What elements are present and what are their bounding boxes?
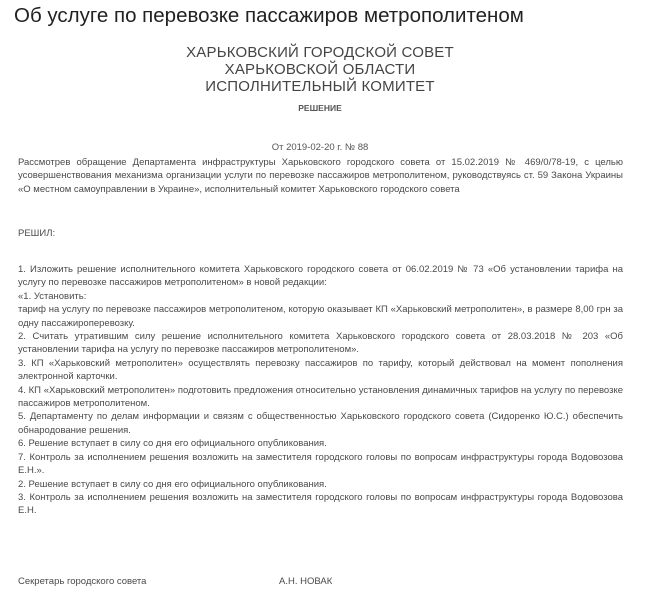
issuer-line-1: ХАРЬКОВСКИЙ ГОРОДСКОЙ СОВЕТ (186, 44, 454, 61)
list-item: 2. Решение вступает в силу со дня его официального опубликования. (18, 478, 327, 490)
issuer-line-3: ИСПОЛНИТЕЛЬНЫЙ КОМИТЕТ (205, 78, 435, 95)
list-item: «1. Установить: (18, 290, 87, 302)
preamble-text: Рассмотрев обращение Департамента инфраструктуры Харьковского городского совета от 15.02.2019 № 469/0/78-19, с целью усовершенствования механизма организации услуги по перевозке пассажиров метрополитеном, руководствуясь ст. 59 Закона Украины «О местном самоуправлении в Украине», исполнительный комитет Харьковского городского совета (18, 157, 623, 195)
issuer-header (0, 44, 640, 95)
list-item: 2. Считать утратившим силу решение исполнительного комитета Харьковского городского совета от 28.03.2018 № 203 «Об установлении тарифа на услугу по перевозке пассажиров метрополитеном». (18, 331, 623, 356)
list-item: 3. Контроль за исполнением решения возложить на заместителя городского головы по вопросам инфраструктуры города Водовозова Е.Н. (18, 491, 623, 517)
list-item: 5. Департаменту по делам информации и связям с общественностью Харьковского городского совета (Сидоренко Ю.С.) обеспечить обнародование решения. (18, 411, 623, 436)
page-title: Об услуге по перевозке пассажиров метрополитеном (14, 4, 524, 27)
signature-name: А.Н. НОВАК (279, 576, 333, 587)
date-number: От 2019-02-20 г. № 88 (271, 142, 369, 153)
list-item: тариф на услугу по перевозке пассажиров метрополитеном, которую оказывает КП «Харьковский метрополитен», в размере 8,00 грн за одну пассажироперевозку. (18, 304, 623, 329)
resolved-label: РЕШИЛ: (18, 228, 56, 239)
decision-items (18, 263, 623, 518)
decision-label: РЕШЕНИЕ (298, 103, 342, 113)
list-item: 4. КП «Харьковский метрополитен» подготовить предложения относительно установления динамичных тарифов на услугу по перевозке пассажиров метрополитеном. (18, 384, 623, 410)
list-item: 3. КП «Харьковский метрополитен» осуществлять перевозку пассажиров по тарифу, который действовал на момент пополнения электронной карточки. (18, 357, 623, 383)
list-item: 1. Изложить решение исполнительного комитета Харьковского городского совета от 06.02.2019 № 73 «Об установлении тарифа на услугу по перевозке пассажиров метрополитеном» в новой редакции: (18, 264, 623, 289)
list-item: 6. Решение вступает в силу со дня его официального опубликования. (18, 438, 327, 450)
preamble (18, 156, 623, 196)
issuer-line-2: ХАРЬКОВСКОЙ ОБЛАСТИ (224, 61, 416, 78)
signature-role: Секретарь городского совета (18, 576, 147, 587)
list-item: 7. Контроль за исполнением решения возложить на заместителя городского головы по вопросам инфраструктуры города Водовозова Е.Н.». (18, 451, 623, 477)
